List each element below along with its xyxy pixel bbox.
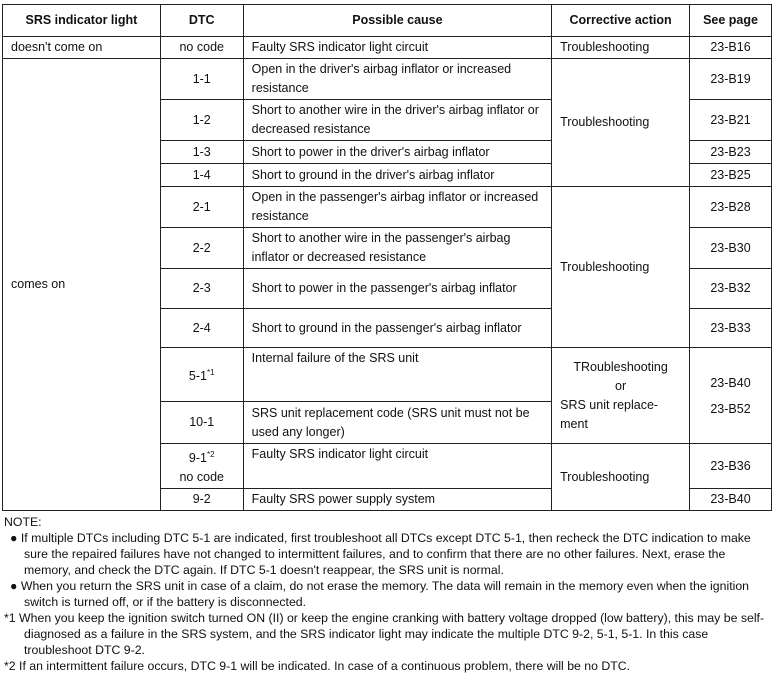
footnote-mark: *1	[206, 367, 215, 377]
dtc: 2-4	[160, 309, 243, 348]
dtc: 1-4	[160, 164, 243, 187]
page: 23-B19	[690, 59, 772, 100]
cause: Short to power in the passenger's airbag inflator	[243, 269, 551, 309]
header-indicator: SRS indicator light	[3, 5, 161, 37]
dtc	[160, 444, 243, 489]
cause: Short to power in the driver's airbag inflator	[243, 141, 551, 164]
cause: Faulty SRS indicator light circuit	[243, 37, 551, 59]
dtc: no code	[160, 37, 243, 59]
page: 23-B40	[690, 489, 772, 511]
cause: Short to ground in the driver's airbag inflator	[243, 164, 551, 187]
action-line: SRS unit replace-	[560, 397, 659, 412]
action-line: ment	[560, 416, 588, 431]
page: 23-B33	[690, 309, 772, 348]
footnote-text: If an intermittent failure occurs, DTC 9-1 will be indicated. In case of a continuous problem, there will be no DTC.	[19, 659, 631, 673]
dtc: 1-1	[160, 59, 243, 100]
cause: SRS unit replacement code (SRS unit must not be used any longer)	[243, 402, 551, 444]
dtc: 2-1	[160, 187, 243, 228]
footnote-mark: *2	[4, 659, 16, 673]
action: Troubleshooting	[552, 59, 690, 187]
footnote-mark: *1	[4, 611, 16, 625]
cause: Faulty SRS indicator light circuit	[243, 444, 551, 489]
dtc	[160, 348, 243, 402]
page: 23-B28	[690, 187, 772, 228]
header-action: Corrective action	[552, 5, 690, 37]
footnote-mark: *2	[206, 450, 215, 459]
dtc: 1-3	[160, 141, 243, 164]
notes-section	[4, 514, 772, 674]
dtc-code: no code	[179, 470, 224, 485]
cause: Short to another wire in the driver's airbag inflator or decreased resistance	[243, 100, 551, 141]
light-state: doesn't come on	[3, 37, 161, 59]
page-ref: 23-B52	[710, 401, 751, 416]
note-bullet: ● If multiple DTCs including DTC 5-1 are indicated, first troubleshoot all DTCs except DTC 5-1, then recheck the DTC indication to make sure the repaired failures have not changed to intermittent failures, and to confirm that there are no other failures. Next, erase the memory, and check the DTC again. If DTC 5-1 doesn't reappear, the SRS unit is normal.	[10, 531, 751, 577]
header-row	[3, 5, 772, 37]
table-row	[3, 37, 772, 59]
notes-title: NOTE:	[4, 515, 42, 529]
footnote	[4, 658, 772, 674]
page-ref: 23-B40	[710, 375, 751, 390]
note-text: When you return the SRS unit in case of a claim, do not erase the memory. The data will remain in the memory even when the ignition switch is turned off, or if the battery is disconnected.	[20, 579, 750, 609]
table-row	[3, 59, 772, 100]
cause: Open in the passenger's airbag inflator or increased resistance	[243, 187, 551, 228]
action: Troubleshooting	[552, 37, 690, 59]
light-state: comes on	[3, 59, 161, 511]
cause: Faulty SRS power supply system	[243, 489, 551, 511]
cause: Internal failure of the SRS unit	[243, 348, 551, 402]
page: 23-B30	[690, 228, 772, 269]
dtc: 9-2	[160, 489, 243, 511]
cause: Open in the driver's airbag inflator or increased resistance	[243, 59, 551, 100]
note-bullet: ● When you return the SRS unit in case of a claim, do not erase the memory. The data will remain in the memory even when the ignition switch is turned off, or if the battery is disconnected.	[10, 579, 750, 609]
srs-dtc-table	[2, 4, 772, 511]
dtc: 1-2	[160, 100, 243, 141]
footnote	[4, 610, 772, 658]
dtc-code: 9-1	[188, 451, 207, 466]
page: 23-B25	[690, 164, 772, 187]
dtc: 2-2	[160, 228, 243, 269]
dtc-code: 5-1	[188, 369, 207, 384]
dtc: 2-3	[160, 269, 243, 309]
header-page: See page	[690, 5, 772, 37]
action: Troubleshooting	[552, 187, 690, 348]
action	[552, 348, 690, 444]
action: Troubleshooting	[552, 444, 690, 511]
page: 23-B36	[690, 444, 772, 489]
note-text: If multiple DTCs including DTC 5-1 are indicated, first troubleshoot all DTCs except DTC 5-1, then recheck the DTC indication to make sure the repaired failures have not changed to intermittent failures, and to confirm that there are no other failures. Next, erase the memory, and check the DTC again. If DTC 5-1 doesn't reappear, the SRS unit is normal.	[20, 531, 751, 577]
action-line: or	[615, 378, 627, 393]
cause: Short to ground in the passenger's airbag inflator	[243, 309, 551, 348]
footnote-text: When you keep the ignition switch turned ON (II) or keep the engine cranking with battery voltage dropped (low battery), this may be self-diagnosed as a failure in the SRS system, and the SRS indicator light may indicate the multiple DTC 9-2, 5-1, 5-1. In this case troubleshoot DTC 9-2.	[19, 611, 765, 657]
page: 23-B16	[690, 37, 772, 59]
page: 23-B23	[690, 141, 772, 164]
action-line: TRoubleshooting	[573, 359, 668, 374]
page	[690, 348, 772, 444]
dtc: 10-1	[160, 402, 243, 444]
page: 23-B21	[690, 100, 772, 141]
header-dtc: DTC	[160, 5, 243, 37]
page: 23-B32	[690, 269, 772, 309]
header-cause: Possible cause	[243, 5, 551, 37]
cause: Short to another wire in the passenger's airbag inflator or decreased resistance	[243, 228, 551, 269]
